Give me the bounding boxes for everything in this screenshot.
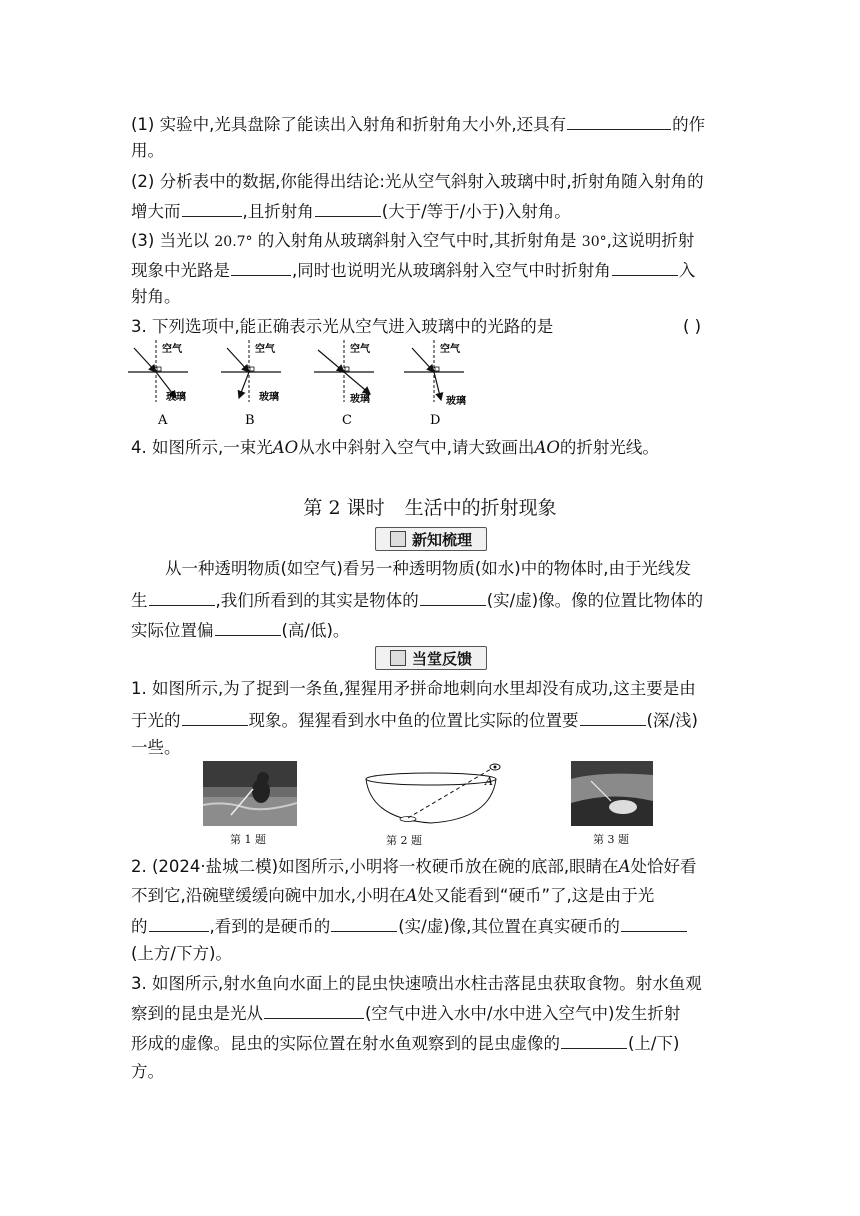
book-icon: [390, 531, 406, 547]
p3-line2: 现象中光路是 ,同时也说明光从玻璃斜射入空气中时折射角 入: [131, 257, 695, 283]
glass-label: 玻璃: [446, 396, 466, 407]
answer-blank[interactable]: [621, 913, 687, 932]
figure-2-caption: 第 2 题: [386, 834, 422, 847]
figure-2-bowl: [363, 757, 513, 829]
figure-1-photo: [203, 761, 297, 826]
answer-blank[interactable]: [182, 707, 248, 726]
answer-blank[interactable]: [315, 198, 381, 217]
figure-3-photo: [571, 761, 653, 826]
figure-1-caption: 第 1 题: [230, 833, 266, 846]
answer-blank[interactable]: [331, 913, 397, 932]
f2-line3: 的 ,看到的是硬币的 (实/虚)像,其位置在真实硬币的: [131, 913, 688, 939]
p3-line3: 射角。: [131, 287, 181, 306]
figure-3-caption: 第 3 题: [593, 833, 629, 846]
f1-line2: 于光的 现象。猩猩看到水中鱼的位置比实际的位置要 (深/浅): [131, 707, 698, 733]
p1-line2: 用。: [131, 141, 164, 160]
f2-line2: 不到它,沿碗壁缓缓向碗中加水,小明在A处又能看到“硬币”了,这是由于光: [131, 886, 655, 905]
answer-blank[interactable]: [182, 198, 242, 217]
lesson-heading: 第 2 课时 生活中的折射现象: [303, 497, 557, 519]
answer-blank[interactable]: [420, 587, 486, 606]
air-label: 空气: [440, 344, 460, 355]
answer-blank[interactable]: [580, 707, 646, 726]
section-badge-knowledge: 新知梳理: [375, 527, 487, 551]
p2-line2: 增大而 ,且折射角 (大于/等于/小于)入射角。: [131, 198, 571, 224]
answer-blank[interactable]: [567, 111, 671, 130]
glass-label: 玻璃: [166, 392, 186, 403]
q3-text: 3. 下列选项中,能正确表示光从空气进入玻璃中的光路的是: [131, 317, 554, 336]
option-a-diagram[interactable]: [128, 340, 188, 428]
p2-line1: (2) 分析表中的数据,你能得出结论:光从空气斜射入玻璃中时,折射角随入射角的: [131, 172, 704, 191]
intro-line3: 实际位置偏 (高/低)。: [131, 617, 349, 643]
air-label: 空气: [162, 344, 182, 355]
f3-line2: 察到的昆虫是光从 (空气中进入水中/水中进入空气中)发生折射: [131, 1000, 680, 1026]
f1-line1: 1. 如图所示,为了捉到一条鱼,猩猩用矛拼命地刺向水里却没有成功,这主要是由: [131, 679, 696, 698]
option-c-diagram[interactable]: [314, 340, 374, 428]
q4-text: 4. 如图所示,一束光AO从水中斜射入空气中,请大致画出AO的折射光线。: [131, 438, 659, 457]
answer-blank[interactable]: [612, 257, 678, 276]
intro-line1: 从一种透明物质(如空气)看另一种透明物质(如水)中的物体时,由于光线发: [165, 559, 691, 578]
glass-label: 玻璃: [259, 392, 279, 403]
f3-line4: 方。: [131, 1062, 164, 1081]
air-label: 空气: [350, 344, 370, 355]
f1-line3: 一些。: [131, 738, 181, 757]
q3-option-diagrams: [128, 340, 478, 430]
option-a-label: A: [158, 413, 168, 428]
option-b-label: B: [245, 413, 255, 428]
answer-blank[interactable]: [561, 1030, 627, 1049]
option-d-label: D: [430, 413, 441, 428]
f2-line1: 2. (2024·盐城二模)如图所示,小明将一枚硬币放在碗的底部,眼睛在A处恰好看: [131, 857, 697, 876]
answer-paren[interactable]: ( ): [683, 317, 702, 336]
p3-line1: (3) 当光以 20.7° 的入射角从玻璃斜射入空气中时,其折射角是 30°,这说明折射: [131, 231, 695, 250]
p1-line1: (1) 实验中,光具盘除了能读出入射角和折射角大小外,还具有 的作: [131, 111, 705, 137]
eye-point-label: A: [485, 775, 493, 788]
answer-blank[interactable]: [231, 257, 291, 276]
f2-line4: (上方/下方)。: [131, 944, 232, 963]
air-label: 空气: [255, 344, 275, 355]
glass-label: 玻璃: [350, 394, 370, 405]
answer-blank[interactable]: [149, 913, 209, 932]
f3-line1: 3. 如图所示,射水鱼向水面上的昆虫快速喷出水柱击落昆虫获取食物。射水鱼观: [131, 974, 702, 993]
pen-icon: [390, 650, 406, 666]
answer-blank[interactable]: [215, 617, 281, 636]
intro-line2: 生 ,我们所看到的其实是物体的 (实/虚)像。像的位置比物体的: [131, 587, 703, 613]
answer-blank[interactable]: [264, 1000, 364, 1019]
f3-line3: 形成的虚像。昆虫的实际位置在射水鱼观察到的昆虫虚像的 (上/下): [131, 1030, 679, 1056]
option-b-diagram[interactable]: [221, 340, 281, 428]
option-d-diagram[interactable]: [404, 340, 466, 428]
option-c-label: C: [342, 413, 352, 428]
answer-blank[interactable]: [149, 587, 215, 606]
section-badge-feedback: 当堂反馈: [375, 646, 487, 670]
